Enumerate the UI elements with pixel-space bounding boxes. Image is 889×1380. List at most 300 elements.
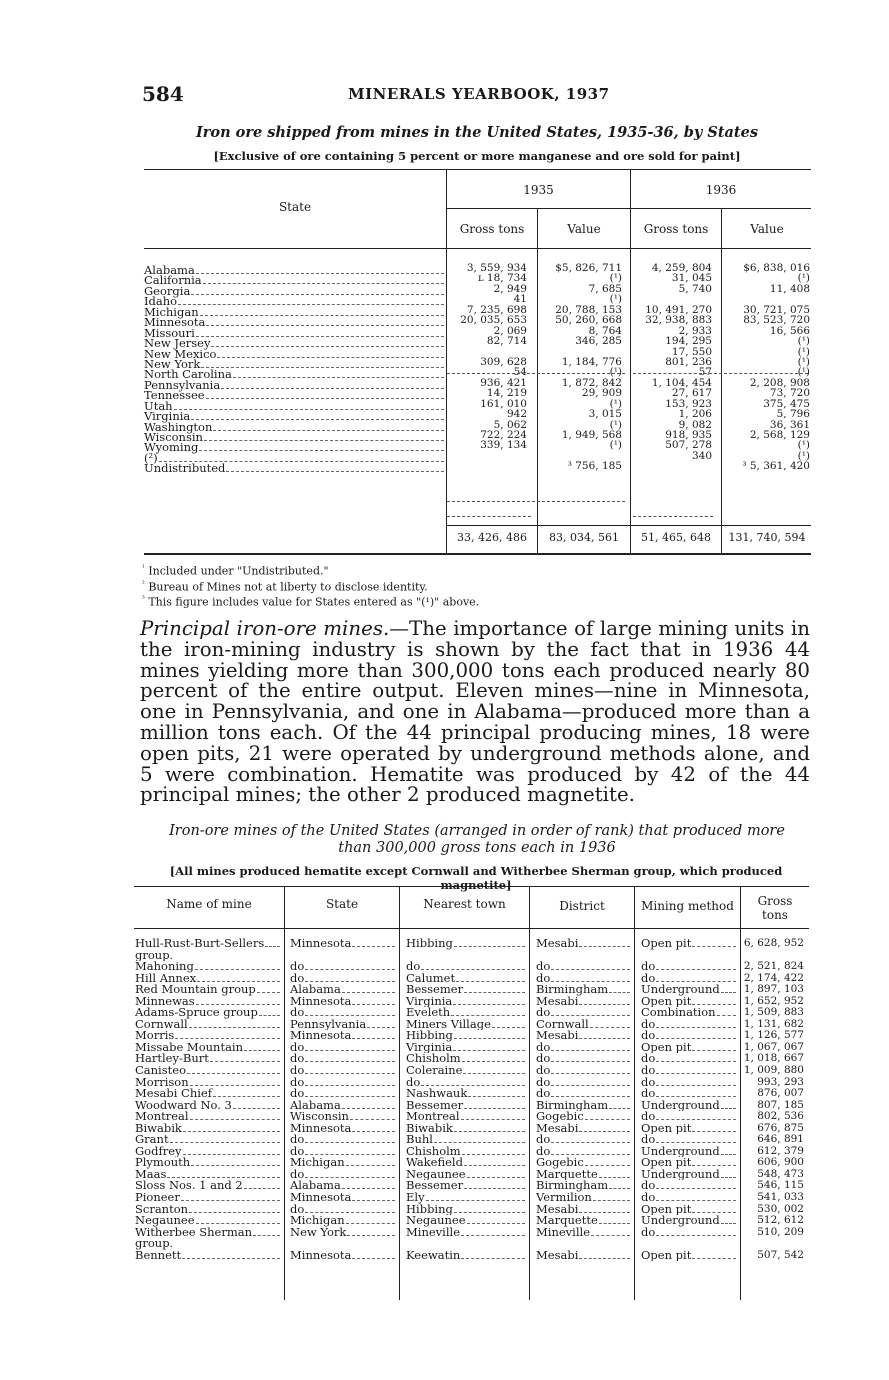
table-cell [406, 1238, 527, 1250]
leader-dots [579, 1212, 630, 1213]
leader-dots [305, 1061, 395, 1062]
mine-name-column [135, 938, 282, 1261]
table-cell: 2, 174, 422 [743, 971, 804, 984]
cell-text: Vermilion [536, 1192, 592, 1204]
table-cell: 339, 134 [480, 439, 527, 452]
table-cell [406, 1042, 527, 1054]
cell-text: do [536, 1134, 551, 1146]
table-cell: 340 [691, 449, 712, 462]
leader-dots [656, 1200, 736, 1201]
leader-dots [585, 1165, 630, 1166]
table-cell: 676, 875 [757, 1121, 804, 1134]
cell-text: do [536, 1076, 551, 1089]
state-row [144, 419, 444, 434]
cell-text: do [290, 1076, 305, 1089]
gross-1936-column [633, 263, 712, 472]
cell-text: Sloss Nos. 1 and 2 [135, 1180, 243, 1193]
cell-text: Morris [135, 1030, 175, 1042]
table1-bottom-rule [144, 553, 811, 555]
leader-dots [305, 981, 395, 982]
table-cell [135, 1238, 282, 1250]
paragraph-lead: Principal iron-ore mines. [140, 617, 390, 640]
table-cell [406, 938, 527, 950]
cell-text: do [536, 1007, 551, 1019]
leader-dots [551, 1096, 630, 1097]
table-cell [135, 1077, 282, 1089]
table-cell [135, 1204, 282, 1216]
state-name: Michigan [144, 304, 199, 319]
table-cell [135, 1007, 282, 1019]
table-cell [406, 1111, 527, 1123]
cell-text: Hill Annex [135, 972, 197, 985]
table-cell [135, 1192, 282, 1204]
table-cell [290, 1123, 397, 1135]
table-cell [135, 1111, 282, 1123]
cell-text: Open pit [641, 1157, 692, 1169]
state-row [144, 356, 444, 371]
table-cell: 375, 475 [763, 397, 810, 410]
state-row [144, 325, 444, 340]
table-cell: 17, 550 [671, 345, 712, 358]
state-row [144, 440, 444, 455]
cell-text: do [290, 1065, 305, 1077]
table-cell: 16, 566 [769, 324, 810, 337]
leader-dots [551, 1154, 630, 1155]
table-cell [641, 938, 738, 950]
leader-dots [692, 1212, 736, 1213]
table2-title-line: Iron-ore mines of the United States (arranged in order of rank) that produced more [169, 823, 785, 839]
leader-dots [656, 1038, 736, 1039]
cell-text: Minnesota [290, 938, 352, 950]
table-cell: 507, 542 [757, 1248, 804, 1261]
cell-text: Marquette [536, 1168, 598, 1181]
leader-dots [174, 409, 444, 410]
table-cell [406, 950, 527, 962]
table-cell [406, 1088, 527, 1100]
table-cell [536, 1123, 632, 1135]
leader-dots [464, 1188, 525, 1189]
leader-dots [367, 1027, 395, 1028]
table-cell: (¹) [797, 366, 810, 379]
table1-dash-rule [447, 516, 531, 517]
table-cell: 918, 935 [665, 429, 712, 441]
table-cell [641, 1215, 738, 1227]
leader-dots [492, 1027, 525, 1028]
leader-dots [462, 1154, 525, 1155]
leader-dots [352, 1258, 395, 1259]
gross-tons-column [742, 938, 804, 1261]
table-cell: 31, 045 [671, 272, 712, 285]
cell-text: do [536, 1041, 551, 1054]
state-name: Georgia [144, 283, 191, 298]
table-cell [290, 1204, 397, 1216]
cell-text: do [406, 961, 421, 973]
cell-text: do [641, 1053, 656, 1066]
table-cell: 876, 007 [757, 1087, 804, 1100]
footnote: $^{^1}$ Included under "Undistributed." [142, 564, 329, 578]
table-cell [536, 1007, 632, 1019]
cell-text: Bessemer [406, 1180, 464, 1193]
table-cell [135, 1180, 282, 1192]
col-header-1935: 1935 [523, 183, 554, 197]
cell-text: Hartley-Burt [135, 1053, 209, 1066]
cell-text: do [641, 1111, 656, 1123]
table-cell: 4, 259, 804 [651, 262, 712, 274]
cell-text: Virginia [406, 1041, 453, 1054]
cell-text: Gogebic [536, 1157, 584, 1169]
cell-text: Gogebic [536, 1111, 584, 1123]
table-cell: ʟ 18, 734 [477, 272, 527, 285]
table-cell [536, 1077, 632, 1089]
table-cell: 14, 219 [486, 387, 527, 400]
leader-dots [454, 946, 525, 947]
cell-text: do [290, 1168, 305, 1181]
cell-text: Alabama [290, 1099, 341, 1112]
header-text: Gross [757, 894, 793, 908]
state-name: New Mexico [144, 346, 217, 361]
cell-text: Hibbing [406, 1030, 453, 1042]
cell-text: Keewatin [406, 1249, 461, 1262]
cell-text: Canisteo [135, 1065, 186, 1077]
leader-dots [352, 946, 395, 947]
cell-text: Minnesota [290, 1030, 352, 1042]
cell-text: group. [135, 1238, 174, 1250]
table-cell [290, 984, 397, 996]
table-cell [641, 950, 738, 962]
leader-dots [579, 946, 630, 947]
table-cell [290, 1053, 397, 1065]
leader-dots [244, 1188, 280, 1189]
leader-dots [656, 1235, 736, 1236]
table-cell [406, 1019, 527, 1031]
table-cell: (¹) [609, 439, 622, 452]
table-cell [641, 1146, 738, 1158]
leader-dots [347, 1235, 395, 1236]
leader-dots [609, 992, 630, 993]
leader-dots [352, 1038, 395, 1039]
table-cell [641, 1053, 738, 1065]
cell-text: Underground [641, 1145, 720, 1158]
cell-text: Alabama [290, 1180, 341, 1193]
table-cell [641, 984, 738, 996]
leader-dots [200, 315, 444, 316]
table-cell: 8, 764 [588, 324, 622, 337]
table-cell [633, 461, 712, 471]
table-cell [135, 1227, 282, 1239]
cell-text: do [641, 1030, 656, 1042]
cell-text: Maas [135, 1168, 167, 1181]
table-cell: 993, 293 [757, 1075, 804, 1088]
state-list [144, 263, 444, 476]
table-cell: 801, 236 [665, 355, 712, 368]
table-cell: 27, 617 [671, 387, 712, 400]
table-cell [536, 1042, 632, 1054]
table1-subtitle: [Exclusive of ore containing 5 percent or more manganese and ore sold for paint] [213, 149, 741, 163]
table1-year-rule [447, 208, 811, 209]
state-name: Utah [144, 398, 173, 413]
leader-dots [692, 1131, 736, 1132]
leader-dots [692, 946, 736, 947]
table-cell [135, 1215, 282, 1227]
state-row [144, 377, 444, 392]
table-cell [406, 1146, 527, 1158]
state-row [144, 273, 444, 288]
table-cell [290, 1065, 397, 1077]
state-name: Wyoming [144, 440, 199, 455]
cell-text: Combination [641, 1007, 716, 1019]
table-cell [536, 973, 632, 985]
cell-text: Mesabi [536, 1249, 579, 1262]
header-text: tons [762, 908, 788, 922]
leader-dots [692, 1258, 736, 1259]
table-cell [641, 1192, 738, 1204]
table-cell: 1, 067, 067 [743, 1040, 804, 1053]
leader-dots [213, 430, 444, 431]
table-cell [406, 1065, 527, 1077]
leader-dots [656, 1073, 736, 1074]
leader-dots [453, 1004, 525, 1005]
cell-text: do [290, 961, 305, 973]
cell-text: do [536, 1088, 551, 1100]
table-cell [641, 1042, 738, 1054]
cell-text: Mesabi [536, 1203, 579, 1216]
table-cell: 29, 909 [581, 387, 622, 400]
table-cell: 2, 208, 908 [749, 376, 810, 389]
table-cell: 7, 235, 698 [466, 303, 527, 316]
col-header-gross-tons [741, 894, 809, 922]
cell-text: do [536, 1145, 551, 1158]
table-cell: 36, 361 [769, 418, 810, 431]
table-cell: 57 [698, 366, 712, 379]
cell-text: do [641, 1065, 656, 1077]
table1-top-rule [144, 169, 811, 170]
table-cell [290, 1100, 397, 1112]
leader-dots [183, 1131, 280, 1132]
leader-dots [551, 1015, 630, 1016]
leader-dots [692, 1165, 736, 1166]
table2-divider [634, 887, 635, 1300]
leader-dots [342, 1188, 395, 1189]
cell-text: group. [135, 949, 174, 962]
table-cell [406, 1100, 527, 1112]
col-header-mine: Name of mine [166, 897, 252, 911]
table-cell: 6, 628, 952 [743, 937, 804, 949]
cell-text: do [641, 972, 656, 985]
leader-dots [461, 1235, 525, 1236]
table-cell [641, 961, 738, 973]
table-cell: 606, 900 [757, 1156, 804, 1169]
leader-dots [656, 969, 736, 970]
table-cell: 5, 796 [776, 408, 810, 421]
cell-text: Mesabi [536, 995, 579, 1008]
leader-dots [195, 969, 280, 970]
leader-dots [175, 1038, 280, 1039]
leader-dots [656, 1096, 736, 1097]
table-cell: 82, 714 [486, 335, 527, 348]
leader-dots [178, 304, 444, 305]
cell-text: Scranton [135, 1203, 189, 1216]
table-cell [641, 1111, 738, 1123]
footnote: $^{^2}$ Bureau of Mines not at liberty to disclose identity. [142, 579, 428, 594]
table-cell: 1, 131, 682 [743, 1017, 804, 1030]
leader-dots [203, 283, 444, 284]
table-cell: 1, 509, 883 [743, 1006, 804, 1019]
state-name: Tennessee [144, 388, 205, 403]
leader-dots [593, 1200, 630, 1201]
cell-text: Mesabi [536, 1122, 579, 1135]
leader-dots [461, 1119, 525, 1120]
table-cell: 83, 523, 720 [743, 314, 810, 327]
table-cell [406, 973, 527, 985]
cell-text: Red Mountain group [135, 984, 256, 996]
table2-top-rule [134, 886, 809, 887]
cell-text: Mineville [536, 1226, 591, 1239]
table-cell [290, 1169, 397, 1181]
col-header-district: District [559, 899, 605, 913]
table-cell: 153, 923 [665, 397, 712, 410]
cell-text: do [536, 1065, 551, 1077]
table-cell: 2, 933 [678, 324, 712, 337]
cell-text: Open pit [641, 1203, 692, 1216]
table-cell [641, 1077, 738, 1089]
leader-dots [468, 1096, 525, 1097]
table-cell [290, 1007, 397, 1019]
leader-dots [305, 969, 395, 970]
cell-text: Minnesota [290, 1192, 352, 1204]
total-gross-1935: 33, 426, 486 [457, 531, 527, 544]
state-row [144, 388, 444, 403]
table1-dash-rule [447, 373, 625, 374]
table-cell: (¹) [797, 439, 810, 452]
table-cell: 510, 209 [757, 1225, 804, 1238]
table-cell: (¹) [797, 355, 810, 368]
cell-text: Hull-Rust-Burt-Sellers [135, 938, 265, 950]
value-1936-column [724, 263, 810, 472]
col-header-method: Mining method [641, 899, 734, 913]
table2-header-rule [134, 928, 809, 929]
table-cell [447, 461, 527, 471]
table-cell [641, 1123, 738, 1135]
leader-dots [210, 1061, 280, 1062]
table-cell [406, 1169, 527, 1181]
leader-dots [197, 981, 280, 982]
cell-text: Wakefield [406, 1157, 463, 1169]
table-cell [290, 961, 397, 973]
state-row [144, 346, 444, 361]
cell-text: Grant [135, 1134, 169, 1146]
town-column [406, 938, 527, 1261]
table-cell: 41 [513, 293, 527, 306]
table-cell [406, 1053, 527, 1065]
cell-text: Mesabi [536, 1030, 579, 1042]
table-cell [641, 1134, 738, 1146]
table-cell: 646, 891 [757, 1133, 804, 1146]
table-cell: 612, 379 [757, 1144, 804, 1157]
table-cell [406, 1215, 527, 1227]
col-header-gross-1935: Gross tons [459, 222, 525, 236]
table2-subtitle: [All mines produced hematite except Cornwall and Witherbee Sherman group, which produced magnetite] [169, 864, 783, 892]
table-cell [135, 996, 282, 1008]
table-cell [406, 1250, 527, 1262]
leader-dots [721, 1177, 736, 1178]
cell-text: do [290, 1007, 305, 1019]
table1-dash-rule [447, 501, 625, 502]
table-cell: 1, 126, 577 [743, 1029, 804, 1042]
leader-dots [456, 981, 525, 982]
leader-dots [201, 367, 444, 368]
table-cell: 530, 002 [757, 1202, 804, 1215]
cell-text: Montreal [406, 1111, 460, 1123]
cell-text: do [290, 1145, 305, 1158]
table-cell [135, 1169, 282, 1181]
leader-dots [305, 1073, 395, 1074]
table-cell: 32, 938, 883 [645, 314, 712, 327]
cell-text: Bessemer [406, 1099, 464, 1112]
table1-total-rule [447, 525, 811, 526]
table-cell [135, 1042, 282, 1054]
table-cell: 548, 473 [757, 1167, 804, 1180]
cell-text: do [641, 961, 656, 973]
leader-dots [189, 1212, 280, 1213]
leader-dots [170, 1142, 280, 1143]
leader-dots [253, 1235, 280, 1236]
leader-dots [196, 1223, 280, 1224]
cell-text: Open pit [641, 938, 692, 950]
cell-text: Underground [641, 1215, 720, 1227]
leader-dots [346, 1223, 395, 1224]
state-name: New Jersey [144, 336, 211, 351]
leader-dots [213, 1096, 280, 1097]
table-cell: $5, 826, 711 [555, 262, 622, 274]
table-cell [135, 973, 282, 985]
leader-dots [183, 1154, 280, 1155]
table-cell: ³ 756, 185 [567, 460, 622, 473]
state-name: Idaho [144, 294, 178, 309]
table-cell: 802, 536 [757, 1110, 804, 1123]
cell-text: Birmingham [536, 1180, 609, 1193]
cell-text: do [641, 1018, 656, 1031]
cell-text: Virginia [406, 995, 453, 1008]
cell-text: Mahoning [135, 961, 194, 973]
table1-dash-rule [633, 516, 713, 517]
table2-divider [399, 887, 400, 1300]
table-cell: 1, 897, 103 [743, 983, 804, 996]
cell-text: do [290, 1134, 305, 1146]
table-cell: 11, 408 [769, 282, 810, 295]
table1-title: Iron ore shipped from mines in the United States, 1935-36, by States [195, 124, 759, 141]
table-cell: 73, 720 [769, 387, 810, 400]
state-row [144, 283, 444, 298]
cell-text: do [536, 972, 551, 985]
table-cell: 942 [506, 408, 527, 421]
table-cell [641, 1007, 738, 1019]
table-cell [536, 984, 632, 996]
table2-title [142, 823, 812, 857]
table-cell [290, 1238, 397, 1250]
leader-dots [609, 1108, 630, 1109]
table-cell [406, 1204, 527, 1216]
leader-dots [226, 471, 444, 472]
leader-dots [551, 969, 630, 970]
table-cell: 20, 035, 653 [460, 314, 527, 327]
table-cell [290, 938, 397, 950]
state-row [144, 430, 444, 444]
cell-text: Underground [641, 1099, 720, 1112]
leader-dots [342, 992, 395, 993]
state-name: California [144, 273, 202, 288]
method-column [641, 938, 738, 1261]
cell-text: Minnesota [290, 995, 352, 1008]
